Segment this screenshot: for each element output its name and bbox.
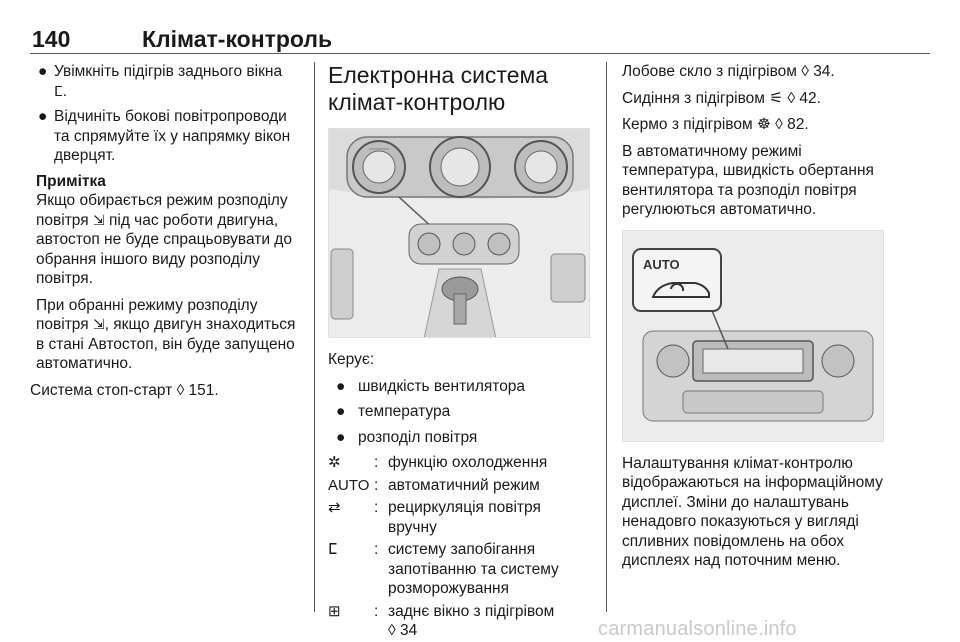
heated-steering-ref: Кермо з підігрівом ☸ ◊ 82. [622,116,809,133]
bullet-dot: ● [38,108,48,125]
legend-desc: функцію охолодження [388,454,548,471]
column-middle [328,62,590,642]
heated-windscreen-ref: Лобове скло з підігрівом ◊ 34. [622,63,835,80]
recirculation-icon: ⇄ [328,499,341,516]
climate-panel-illustration [328,128,590,338]
bullet-item [36,107,298,166]
note-paragraph [36,191,298,289]
bullet-text: Відчиніть бокові повітропроводи та спрямуйте їх у напрямку вікон дверцят. [54,108,291,164]
control-item [334,402,590,422]
display-paragraph: Налаштування клімат-контролю відображаються на інформаційному дисплеї. Зміни до налаштувань ненадовго показуються у вигляді спливних повідомлень на обох дисплеях над поточним меню. [622,454,883,569]
auto-icon: AUTO [328,476,370,494]
auto-bubble-label: AUTO [643,256,680,272]
note-heading: Примітка [36,172,106,190]
page-header [30,22,930,54]
ref-arrow-icon: ◊ [176,381,185,399]
bullet-text: Увімкніть підігрів заднього вікна [54,63,283,80]
control-item [334,428,590,448]
legend-desc [388,602,590,641]
note-paragraph [36,296,298,374]
bullet-dot: ● [336,403,346,420]
rear-window-heat-icon: ⊞ [328,602,341,620]
auto-display-illustration [622,230,884,442]
watermark: carmanualsonline.info [598,618,797,640]
page-number: 140 [32,26,71,52]
legend-row: ⇄ : рециркуляція повітря вручну [328,498,590,537]
cooling-icon: ✲ [328,454,341,471]
ref-text: Система стоп-старт [30,381,177,399]
bullet-dot: ● [336,428,346,446]
legend-row: ⊞ : заднє вікно з підігрівом ◊ 34 [328,602,590,641]
legend-desc: автоматичний режим [388,476,540,494]
controls-label: Керує: [328,351,375,368]
legend-desc: рециркуляція повітря вручну [388,499,541,536]
air-distribution-icon: ⇲ [92,316,105,332]
heated-seats-ref: Сидіння з підігрівом ⚟ ◊ 42. [622,89,821,107]
bullet-item [36,62,298,101]
legend-desc-text: заднє вікно з підігрівом [388,602,555,620]
control-item [334,377,590,397]
symbol-legend [328,453,590,641]
air-distribution-icon: ⇲ [92,211,105,228]
rear-window-heat-icon: ⵎ [54,82,63,99]
legend-row: ⵎ : систему запобігання запотіванню та систему розморожування [328,540,590,599]
control-text: швидкість вентилятора [358,377,526,395]
cross-reference [30,381,298,401]
legend-desc: систему запобігання запотіванню та систему розморожування [388,541,559,597]
defrost-icon: ⵎ [328,541,338,558]
ref-page: 151. [184,381,219,399]
bullet-dot: ● [336,377,346,395]
climate-panel-drawing [329,129,590,338]
column-left [30,62,298,407]
column-divider [606,62,607,612]
control-text: температура [358,403,451,420]
note-text: під час роботи двигуна, автостоп не буде спрацьовувати до обрання іншого виду розподілу повітря. [36,211,292,287]
chapter-title: Клімат-контроль [142,26,333,52]
bullet-dot: ● [38,63,48,80]
column-divider [314,62,315,612]
note-text: При обранні режиму розподілу повітря [36,296,258,333]
auto-mode-paragraph: В автоматичному режимі температура, швидкість обертання вентилятора та розподіл повітря регулюються автоматично. [622,142,874,218]
column-right [622,62,892,578]
legend-ref: ◊ 34 [388,622,418,639]
bullet-tail: . [62,82,68,100]
auto-display-drawing [623,231,884,442]
legend-row: AUTO : автоматичний режим [328,476,590,496]
section-title: Електронна система клімат-контролю [328,62,549,115]
note-text: Якщо обирається режим розподілу повітря [36,192,288,229]
legend-row: ✲ : функцію охолодження [328,453,590,473]
control-text: розподіл повітря [358,428,478,446]
note-text: , якщо двигун знаходиться в стані Автостоп, він буде запущено автоматично. [36,316,296,372]
